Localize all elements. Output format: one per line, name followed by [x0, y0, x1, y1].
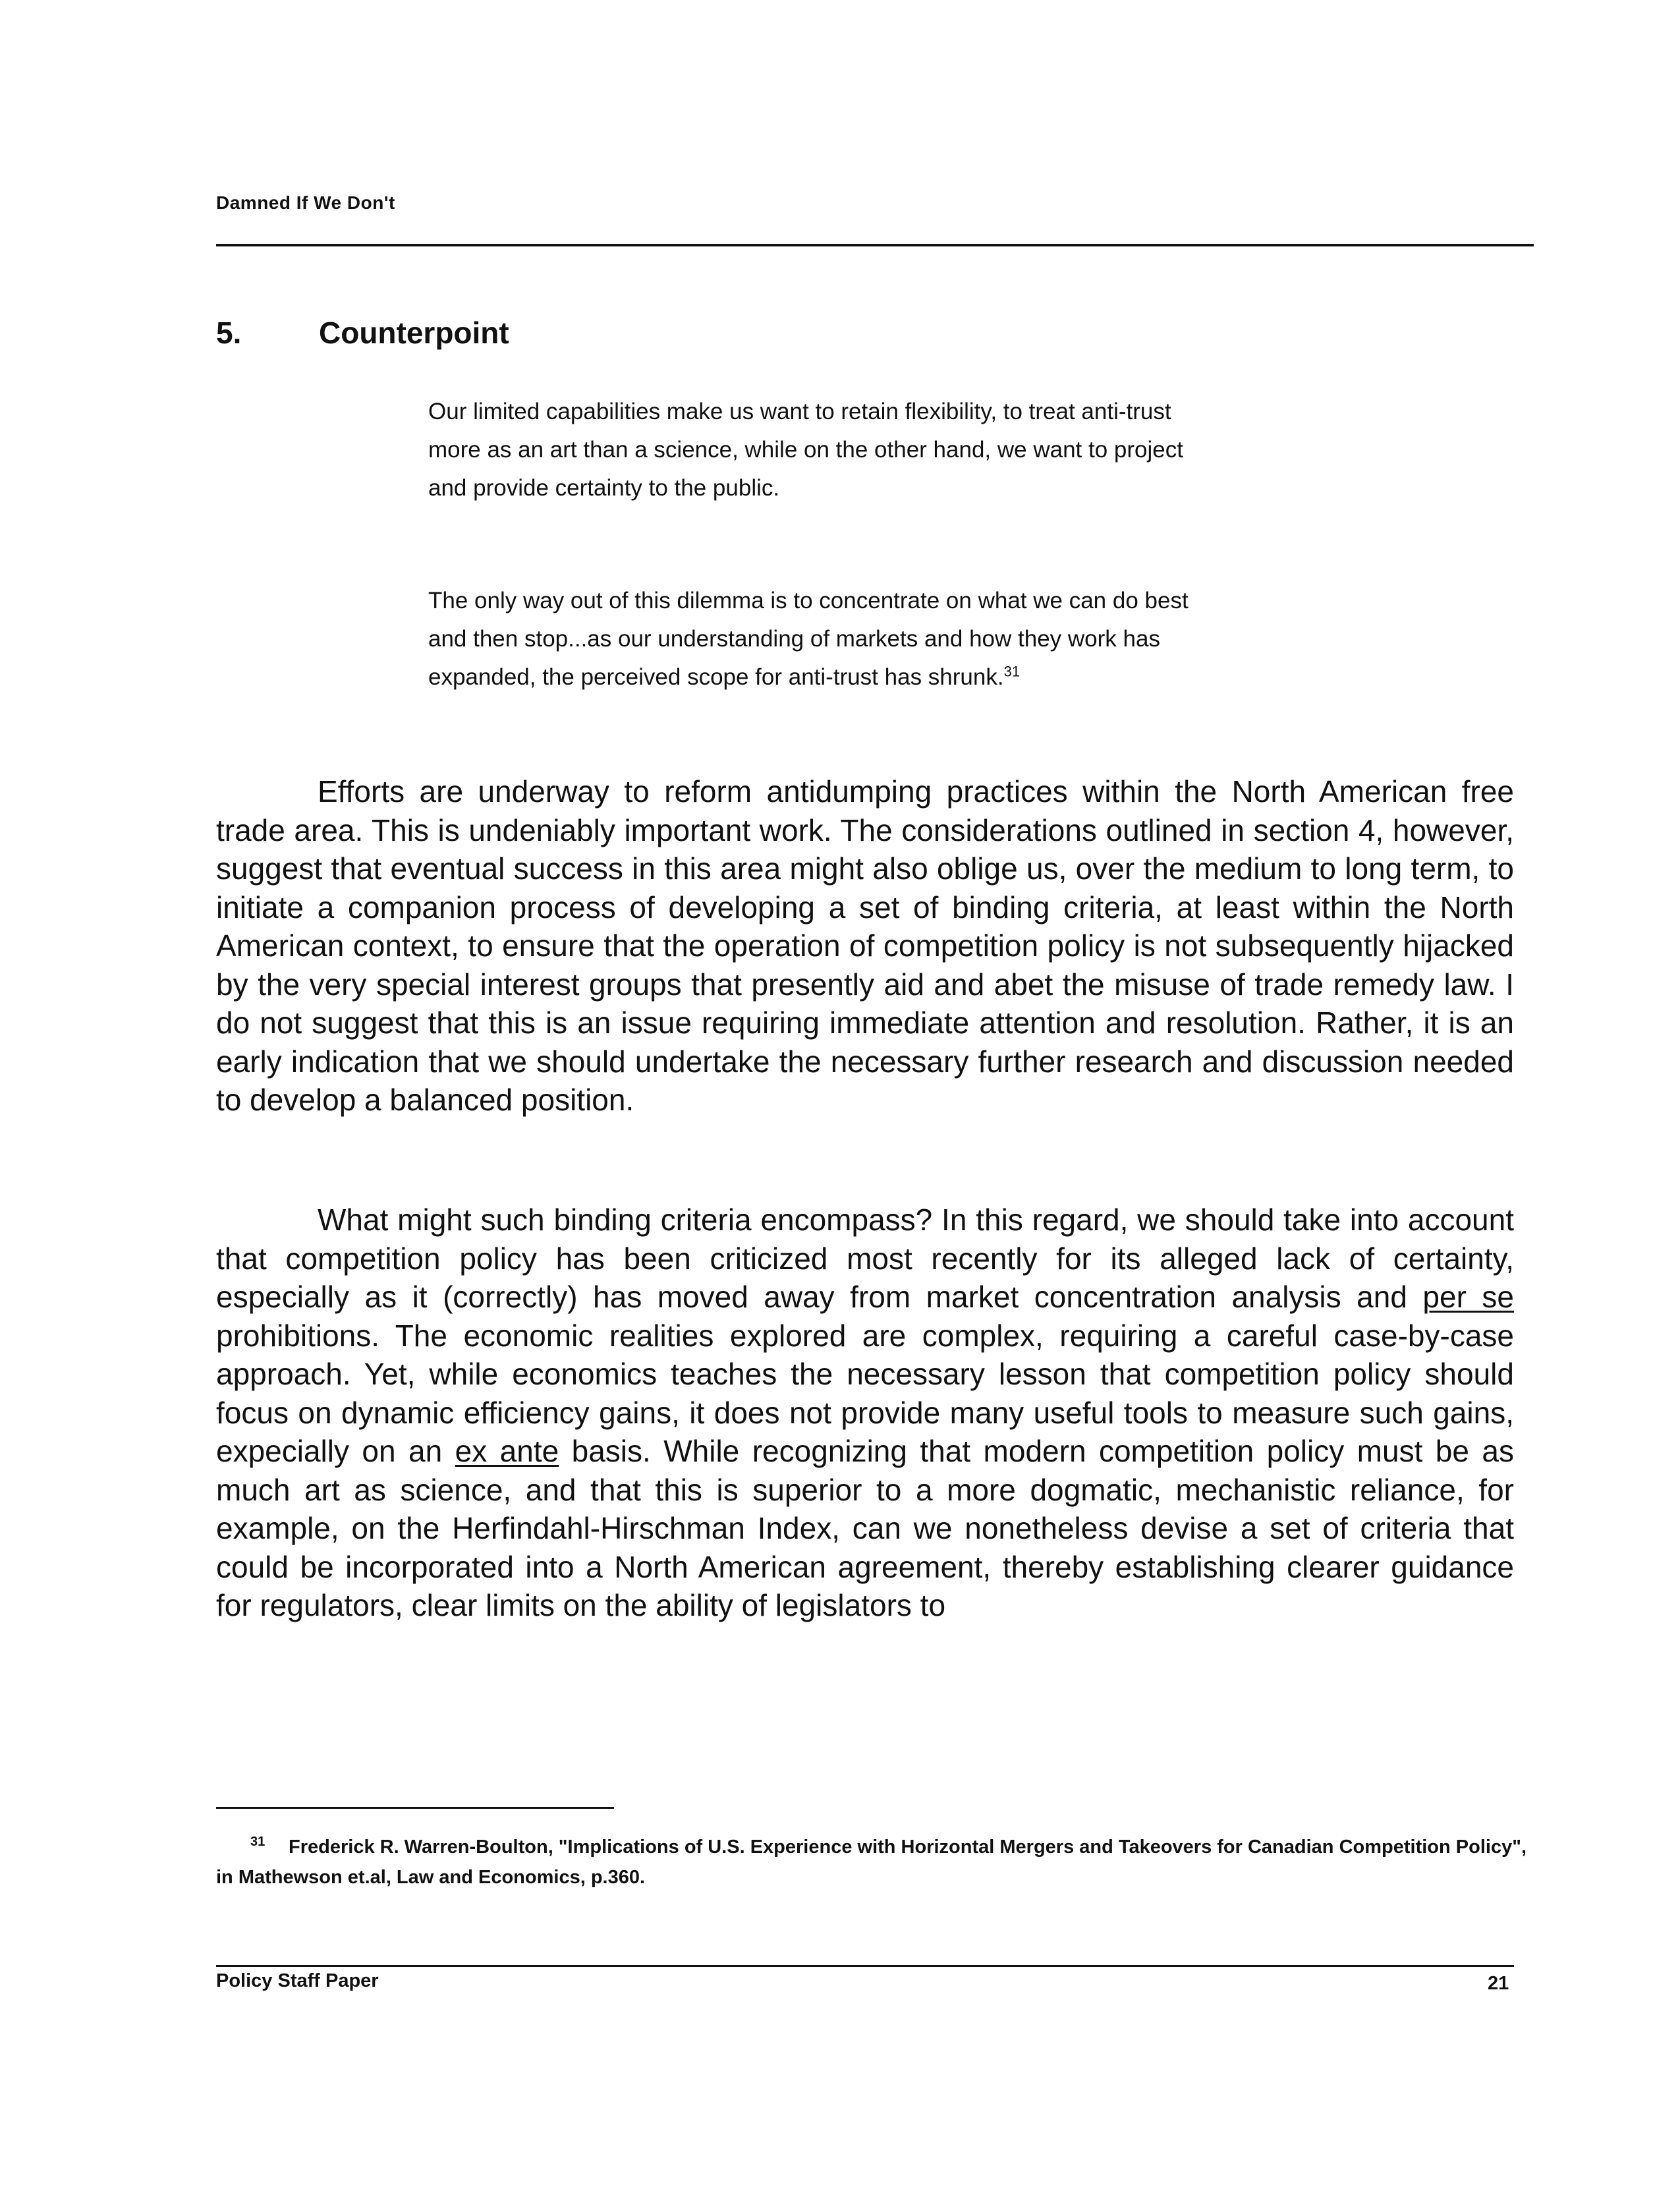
- footnote: [216, 1832, 1534, 1892]
- body-text: basis. While recognizing that modern competition policy must be as much art as science, and that this is superior to a more dogmatic, mechanistic reliance, for example, on the Herfindahl-Hirschman Index, can we nonetheless devise a set of criteria that could be incorporated into a North American agreement, thereby establishing clearer guidance for regulators, clear limits on the ability of legislators to: [216, 1434, 1514, 1622]
- block-quote-text: The only way out of this dilemma is to concentrate on what we can do best and then stop...as our understanding of markets and how they work has expanded, the perceived scope for anti-trust has shrunk.: [428, 588, 1189, 690]
- section-heading: [216, 315, 509, 351]
- footnote-rule: [216, 1807, 614, 1809]
- header-rule: [216, 244, 1534, 246]
- section-title: Counterpoint: [319, 316, 509, 350]
- block-quote-paragraph: Our limited capabilities make us want to retain flexibility, to treat anti-trust more as an art than a science, while on the other hand, we want to project and provide certainty to the public.: [428, 399, 1183, 501]
- body-text: prohibitions. The economic realities explored are complex, requiring a careful case-by-case approach. Yet, while economics teaches the necessary lesson that competition policy should focus on dynamic efficiency gains, it does not provide many useful tools to measure such gains, expecially on an: [216, 1318, 1514, 1468]
- section-number: 5.: [216, 316, 242, 350]
- footer-title: Policy Staff Paper: [216, 1970, 379, 1991]
- footnote-reference: 31: [1003, 663, 1021, 680]
- latin-term: per se: [1422, 1280, 1514, 1314]
- page-number: 21: [1488, 1973, 1509, 1994]
- body-text: What might such binding criteria encompass? In this regard, we should take into account that competition policy has been criticized most recently for its alleged lack of certainty, especially as it (correctly) has moved away from market concentration analysis and: [216, 1203, 1514, 1314]
- footnote-text: Frederick R. Warren-Boulton, "Implications of U.S. Experience with Horizontal Mergers and Takeovers for Canadian Competition Policy", in Mathewson et.al, Law and Economics, p.360.: [216, 1836, 1527, 1888]
- running-header: Damned If We Don't: [216, 192, 395, 213]
- block-quote-paragraph: [428, 582, 1192, 697]
- body-paragraph: [216, 1201, 1514, 1625]
- footer-rule: [216, 1965, 1514, 1967]
- body-paragraph: Efforts are underway to reform antidumping practices within the North American free trade area. This is undeniably important work. The considerations outlined in section 4, however, suggest that eventual success in this area might also oblige us, over the medium to long term, to initiate a companion process of developing a set of binding criteria, at least within the North American context, to ensure that the operation of competition policy is not subsequently hijacked by the very special interest groups that presently aid and abet the misuse of trade remedy law. I do not suggest that this is an issue requiring immediate attention and resolution. Rather, it is an early indication that we should undertake the necessary further research and discussion needed to develop a balanced position.: [216, 774, 1514, 1117]
- latin-term: ex ante: [455, 1434, 559, 1468]
- footnote-number: 31: [250, 1835, 266, 1849]
